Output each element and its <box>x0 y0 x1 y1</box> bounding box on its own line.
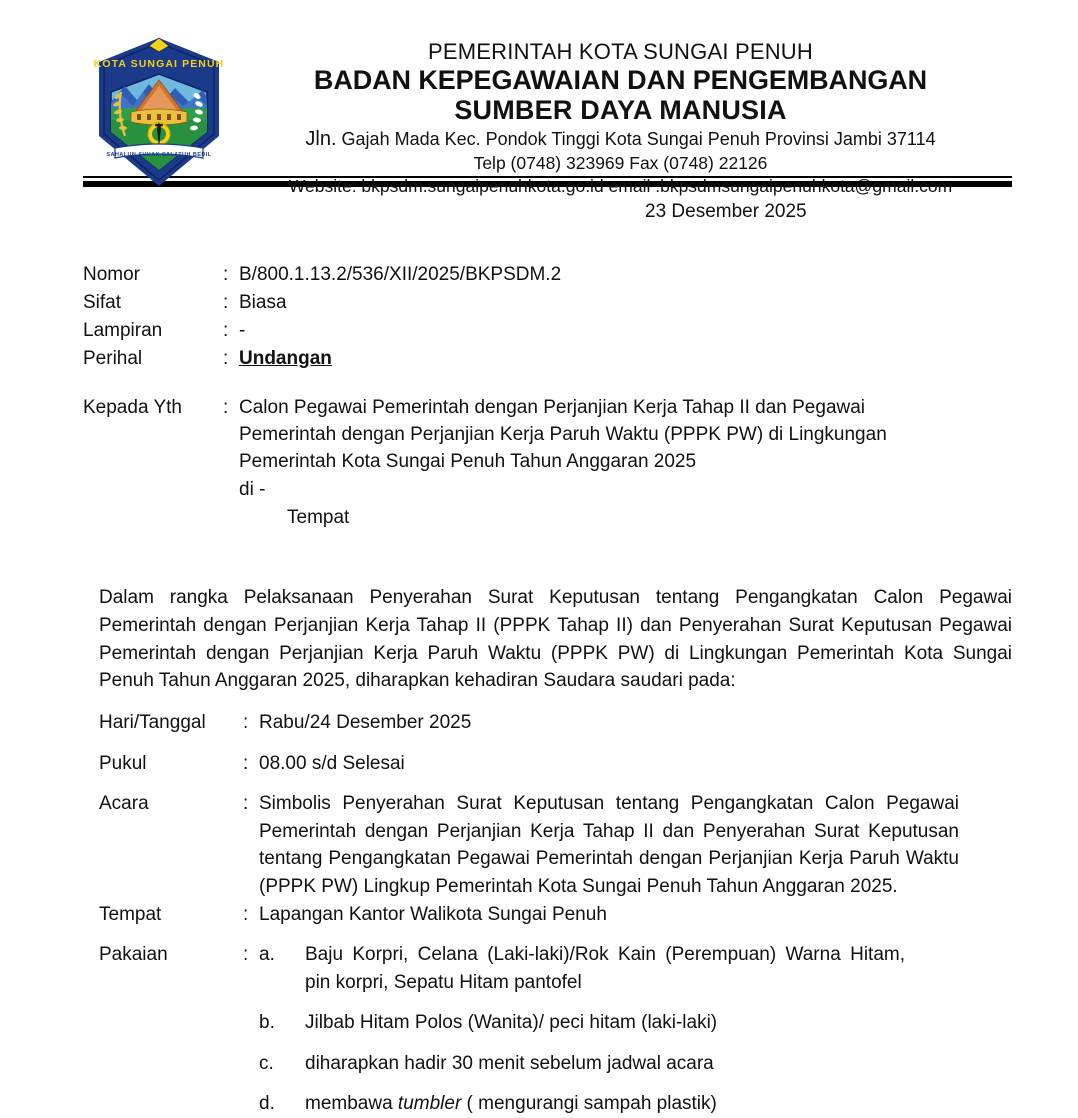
letter-meta-block <box>83 261 1012 373</box>
dress-item-text-a: Baju Korpri, Celana (Laki-laki)/Rok Kain (Perempuan) Warna Hitam, pin korpri, Sepatu Hitam pantofel <box>305 944 905 993</box>
dress-item-marker-c: c. <box>259 1052 274 1074</box>
dress-code-item <box>259 1009 959 1037</box>
letterhead-text <box>235 30 1012 199</box>
meta-colon-perihal: : <box>223 348 229 370</box>
detail-label-pukul: Pukul <box>99 752 147 774</box>
recipient-value <box>239 395 959 532</box>
dress-item-text-c: diharapkan hadir 30 menit sebelum jadwal acara <box>305 1052 714 1074</box>
letter-body <box>0 201 1078 1118</box>
letter-date: 23 Desember 2025 <box>645 201 807 222</box>
recipient-di: di - <box>239 479 266 501</box>
recipient-label: Kepada Yth <box>83 397 182 419</box>
detail-colon-acara: : <box>243 793 249 815</box>
organization-line-2: SUMBER DAYA MANUSIA <box>454 95 787 126</box>
meta-label-sifat: Sifat <box>83 292 122 314</box>
meta-value-sifat: Biasa <box>239 292 287 314</box>
detail-label-hari-tanggal: Hari/Tanggal <box>99 712 206 734</box>
detail-value-pukul: 08.00 s/d Selesai <box>259 752 405 774</box>
recipient-block <box>83 395 1012 532</box>
meta-colon-nomor: : <box>223 264 229 285</box>
phone-line: Telp (0748) 323969 Fax (0748) 22126 <box>473 153 768 174</box>
detail-colon-pakaian: : <box>243 944 249 966</box>
address-prefix: Jln. <box>305 127 337 150</box>
recipient-tempat: Tempat <box>287 507 350 529</box>
meta-label-nomor: Nomor <box>83 264 141 285</box>
detail-colon-pukul: : <box>243 752 249 774</box>
detail-label-tempat: Tempat <box>99 903 162 925</box>
meta-label-lampiran: Lampiran <box>83 320 163 342</box>
web-email-line: Website: bkpsdm.sungaipenuhkota.go.id email :bkpsdmsungaipenuhkota@gmail.com <box>288 176 953 197</box>
detail-value-hari-tanggal: Rabu/24 Desember 2025 <box>259 712 472 734</box>
emblem-container <box>83 30 235 188</box>
meta-row-nomor <box>83 261 1012 289</box>
dress-item-text-b: Jilbab Hitam Polos (Wanita)/ peci hitam (laki-laki) <box>305 1012 718 1034</box>
event-details-block <box>83 709 1012 1118</box>
recipient-body: Calon Pegawai Pemerintah dengan Perjanjian Kerja Tahap II dan Pegawai Pemerintah dengan Perjanjian Kerja Paruh Waktu (PPPK PW) di Lingkungan Pemerintah Kota Sungai Penuh Tahun Anggaran 2025 <box>239 397 887 473</box>
meta-value-perihal: Undangan <box>239 348 332 370</box>
svg-text:KOTA SUNGAI PENUH: KOTA SUNGAI PENUH <box>93 58 225 70</box>
dress-item-text-d-before: membawa <box>305 1093 398 1115</box>
address-line <box>235 126 1006 153</box>
dress-item-text-d-after: ( mengurangi sampah plastik) <box>461 1093 717 1115</box>
meta-colon-lampiran: : <box>223 320 229 342</box>
detail-row-pukul <box>99 750 1012 778</box>
meta-row-sifat <box>83 289 1012 317</box>
address-street: Gajah Mada Kec. Pondok Tinggi Kota Sungai Penuh Provinsi Jambi 37114 <box>341 128 936 149</box>
detail-row-acara <box>99 790 1012 900</box>
dress-code-item <box>259 1050 959 1078</box>
dress-item-text-d <box>305 1090 959 1118</box>
letterhead <box>0 0 1078 197</box>
intro-paragraph: Dalam rangka Pelaksanaan Penyerahan Surat Keputusan tentang Pengangkatan Calon Pegawai Pemerintah dengan Perjanjian Kerja Tahap II (PPPK Tahap II) dan Penyerahan Surat Keputusan Pegawai Pemerintah dengan Perjanjian Kerja Paruh Waktu (PPPK PW) di Lingkungan Pemerintah Kota Sungai Penuh Tahun Anggaran 2025, diharapkan kehadiran Saudara saudari pada: <box>99 587 1012 692</box>
meta-row-lampiran <box>83 317 1012 345</box>
detail-row-pakaian <box>99 941 1012 1118</box>
dress-item-marker-d: d. <box>259 1093 275 1115</box>
svg-text:SAHALUN SUHAK SALATUH BEDIL: SAHALUN SUHAK SALATUH BEDIL <box>106 152 212 158</box>
dress-code-item <box>259 941 959 996</box>
meta-row-perihal <box>83 345 1012 373</box>
meta-value-nomor: B/800.1.13.2/536/XII/2025/BKPSDM.2 <box>239 264 562 285</box>
dress-item-text-d-italic: tumbler <box>397 1093 462 1115</box>
meta-label-perihal: Perihal <box>83 348 143 370</box>
detail-colon-tempat: : <box>243 903 249 925</box>
recipient-colon: : <box>223 397 229 419</box>
dress-code-list <box>259 941 959 1118</box>
detail-row-tempat <box>99 901 1012 929</box>
organization-line-1: BADAN KEPEGAWAIAN DAN PENGEMBANGAN <box>313 64 928 95</box>
detail-value-acara: Simbolis Penyerahan Surat Keputusan tentang Pengangkatan Calon Pegawai Pemerintah dengan Perjanjian Kerja Tahap II dan Penyerahan Surat Keputusan tentang Pengangkatan Pegawai Pemerintah dengan Perjanjian Kerja Paruh Waktu (PPPK PW) Lingkup Pemerintah Kota Sungai Penuh Tahun Anggaran 2025. <box>259 793 959 897</box>
meta-colon-sifat: : <box>223 292 229 314</box>
government-line: PEMERINTAH KOTA SUNGAI PENUH <box>428 39 813 64</box>
dress-item-marker-b: b. <box>259 1012 275 1034</box>
detail-value-tempat: Lapangan Kantor Walikota Sungai Penuh <box>259 903 607 925</box>
meta-value-lampiran: - <box>239 320 246 342</box>
recipient-row <box>83 395 1012 532</box>
kota-sungai-penuh-coat-of-arms-icon <box>91 36 227 188</box>
detail-label-pakaian: Pakaian <box>99 944 168 966</box>
detail-label-acara: Acara <box>99 793 149 815</box>
dress-item-marker-a: a. <box>259 944 275 966</box>
dress-code-item <box>259 1090 959 1118</box>
detail-colon-hari-tanggal: : <box>243 712 249 734</box>
detail-row-hari-tanggal <box>99 709 1012 737</box>
